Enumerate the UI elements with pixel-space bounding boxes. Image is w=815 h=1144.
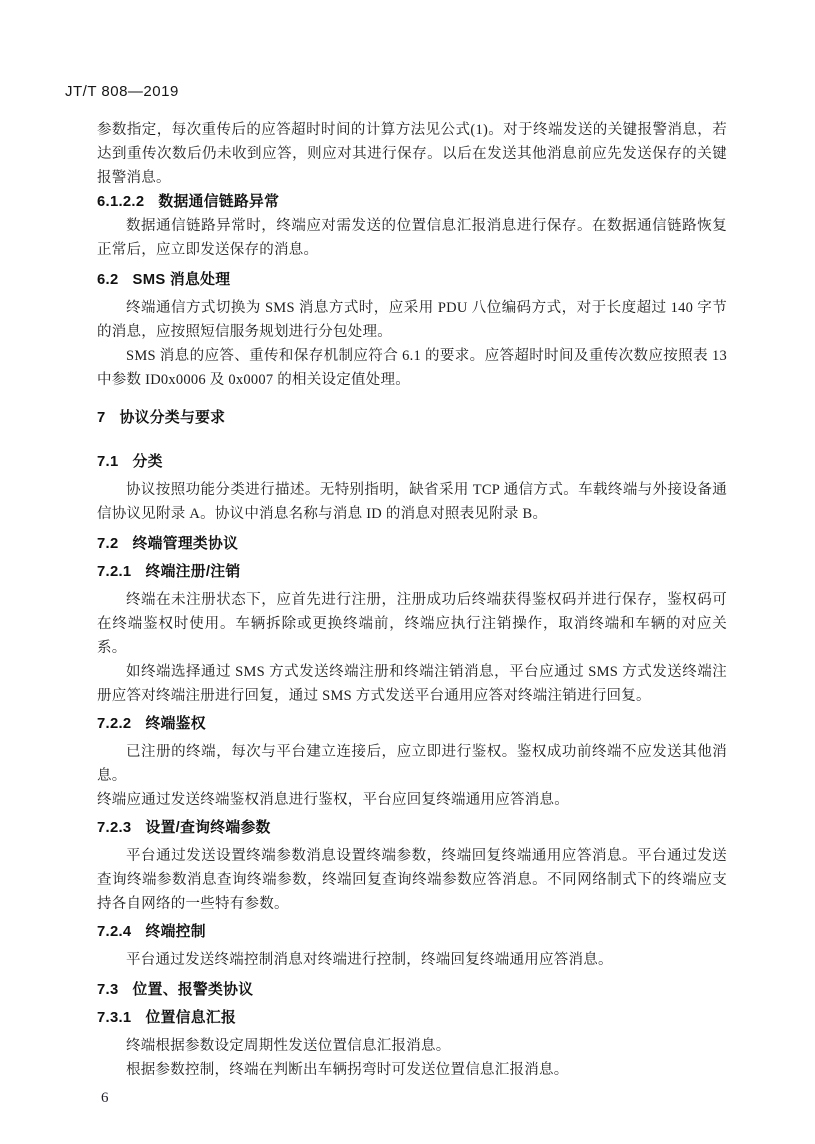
clause-title: 数据通信链路异常 [158, 194, 280, 210]
clause-heading-7-2-4 [97, 920, 727, 944]
paragraph: 平台通过发送设置终端参数消息设置终端参数，终端回复终端通用应答消息。平台通过发送查询终端参数消息查询终端参数，终端回复查询终端参数应答消息。不同网络制式下的终端应支持各自网络的一些特有参数。 [97, 848, 727, 912]
clause-title: 设置/查询终端参数 [145, 820, 271, 836]
clause-number: 6.2 [97, 272, 119, 288]
clause-heading-6-2 [97, 268, 727, 292]
doc-header: JT/T 808—2019 [65, 83, 179, 100]
clause-number: 7.3 [97, 982, 119, 998]
clause-title: 终端管理类协议 [132, 536, 239, 552]
clause-title: 位置信息汇报 [145, 1010, 237, 1026]
paragraph: 终端应通过发送终端鉴权消息进行鉴权，平台应回复终端通用应答消息。 [97, 792, 569, 808]
clause-number: 7.3.1 [97, 1010, 132, 1026]
clause-title: 终端注册/注销 [145, 564, 241, 580]
clause-number: 7.2 [97, 536, 119, 552]
clause-heading-7-3-1 [97, 1006, 727, 1030]
paragraph: 平台通过发送终端控制消息对终端进行控制，终端回复终端通用应答消息。 [126, 952, 613, 968]
clause-title: 分类 [132, 454, 163, 470]
paragraph: 协议按照功能分类进行描述。无特别指明，缺省采用 TCP 通信方式。车载终端与外接设备通信协议见附录 A。协议中消息名称与消息 ID 的消息对照表见附录 B。 [97, 482, 727, 522]
clause-heading-7-2-1 [97, 560, 727, 584]
clause-heading-7 [97, 406, 727, 430]
clause-heading-7-2 [97, 532, 727, 556]
clause-heading-6-1-2-2 [97, 190, 727, 214]
paragraph: SMS 消息的应答、重传和保存机制应符合 6.1 的要求。应答超时时间及重传次数应按照表 13 中参数 ID0x0006 及 0x0007 的相关设定值处理。 [97, 348, 727, 388]
clause-title: 协议分类与要求 [119, 410, 226, 426]
paragraph: 已注册的终端，每次与平台建立连接后，应立即进行鉴权。鉴权成功前终端不应发送其他消息。 [97, 744, 727, 784]
clause-heading-7-3 [97, 978, 727, 1002]
clause-number: 7.2.3 [97, 820, 132, 836]
clause-title: 终端控制 [145, 924, 206, 940]
clause-title: 位置、报警类协议 [132, 982, 254, 998]
paragraph: 终端通信方式切换为 SMS 消息方式时，应采用 PDU 八位编码方式，对于长度超过 140 字节的消息，应按照短信服务规划进行分包处理。 [97, 300, 727, 340]
page-number: 6 [101, 1090, 109, 1106]
paragraph: 如终端选择通过 SMS 方式发送终端注册和终端注销消息，平台应通过 SMS 方式发送终端注册应答对终端注册进行回复，通过 SMS 方式发送平台通用应答对终端注销进行回复。 [97, 664, 727, 704]
paragraph: 终端根据参数设定周期性发送位置信息汇报消息。 [126, 1038, 451, 1054]
clause-number: 7.2.2 [97, 716, 132, 732]
clause-number: 7.2.4 [97, 924, 132, 940]
page-content [97, 118, 727, 1108]
clause-title: SMS 消息处理 [132, 272, 231, 288]
clause-heading-7-2-2 [97, 712, 727, 736]
clause-number: 7.2.1 [97, 564, 132, 580]
clause-heading-7-1 [97, 450, 727, 474]
paragraph: 数据通信链路异常时，终端应对需发送的位置信息汇报消息进行保存。在数据通信链路恢复正常后，应立即发送保存的消息。 [97, 218, 727, 258]
paragraph: 参数指定，每次重传后的应答超时时间的计算方法见公式(1)。对于终端发送的关键报警消息，若达到重传次数后仍未收到应答，则应对其进行保存。以后在发送其他消息前应先发送保存的关键报警消息。 [97, 122, 727, 186]
clause-number: 7.1 [97, 454, 119, 470]
clause-title: 终端鉴权 [145, 716, 206, 732]
paragraph: 终端在未注册状态下，应首先进行注册，注册成功后终端获得鉴权码并进行保存，鉴权码可在终端鉴权时使用。车辆拆除或更换终端前，终端应执行注销操作，取消终端和车辆的对应关系。 [97, 592, 727, 656]
paragraph: 根据参数控制，终端在判断出车辆拐弯时可发送位置信息汇报消息。 [126, 1062, 569, 1078]
clause-heading-7-2-3 [97, 816, 727, 840]
clause-number: 7 [97, 410, 106, 426]
clause-number: 6.1.2.2 [97, 194, 145, 210]
